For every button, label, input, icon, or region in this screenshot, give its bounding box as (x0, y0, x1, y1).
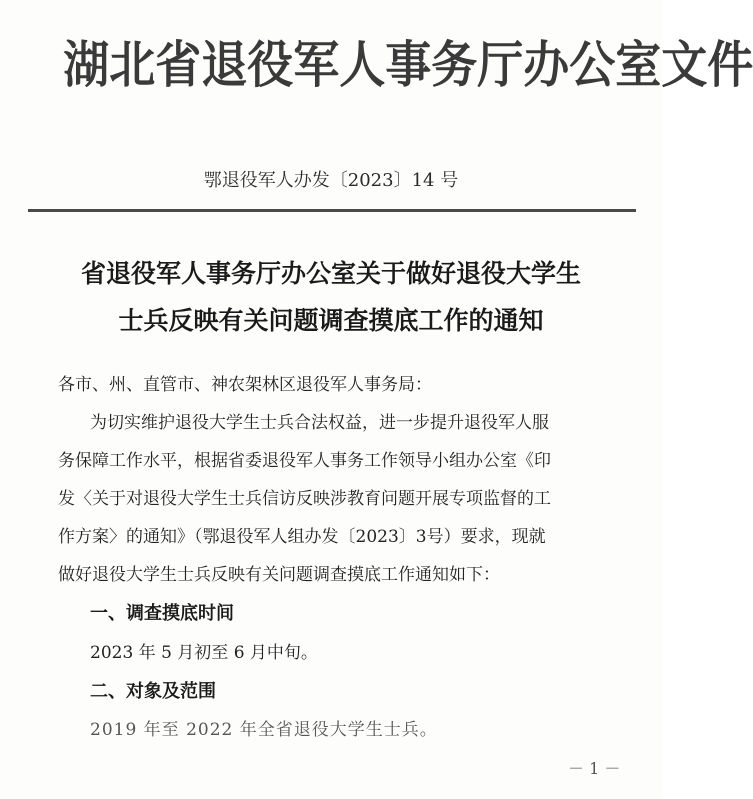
body-line-2: 务保障工作水平，根据省委退役军人事务工作领导小组办公室《印 (58, 451, 551, 471)
notice-title-line-2: 士兵反映有关问题调查摸底工作的通知 (118, 306, 544, 335)
notice-title-line-1: 省退役军人事务厅办公室关于做好退役大学生 (80, 259, 581, 288)
addressee: 各市、州、直管市、神农架林区退役军人事务局： (58, 375, 432, 395)
body-line-4: 作方案〉的通知》（鄂退役军人组办发〔2023〕3号）要求，现就 (58, 527, 546, 547)
section-2-heading: 二、对象及范围 (90, 681, 216, 702)
section-2-content: 2019 年至 2022 年全省退役大学生士兵。 (90, 720, 438, 740)
page-number: － 1 － (568, 759, 621, 778)
body-line-1: 为切实维护退役大学生士兵合法权益，进一步提升退役军人服 (90, 413, 549, 433)
section-1-heading: 一、调查摸底时间 (90, 603, 234, 624)
document-number: 鄂退役军人办发〔2023〕14 号 (203, 170, 459, 191)
body-line-3: 发〈关于对退役大学生士兵信访反映涉教育问题开展专项监督的工 (58, 489, 551, 509)
header-divider (28, 209, 636, 212)
masthead-title: 湖北省退役军人事务厅办公室文件 (63, 36, 753, 94)
body-line-5: 做好退役大学生士兵反映有关问题调查摸底工作通知如下： (58, 565, 500, 585)
section-1-content: 2023 年 5 月初至 6 月中旬。 (90, 643, 318, 663)
